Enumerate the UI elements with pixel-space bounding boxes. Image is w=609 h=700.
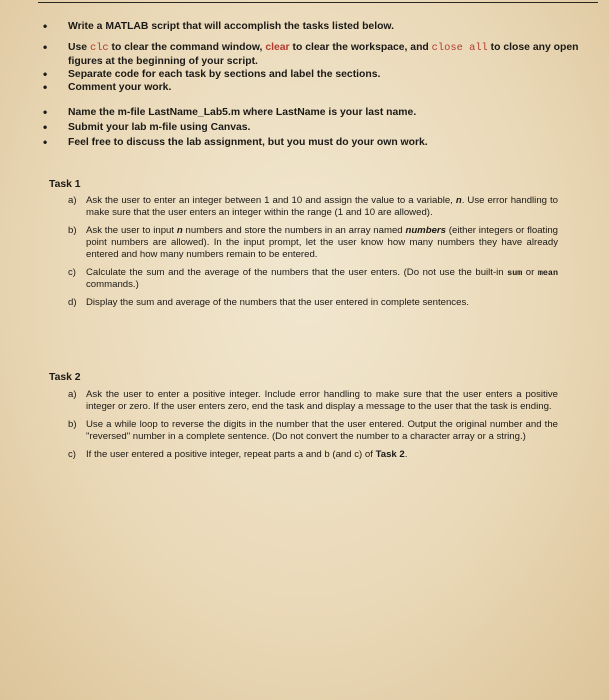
code-mean: mean [537, 268, 558, 278]
bullet-icon: • [43, 67, 48, 81]
instruction-item [40, 20, 590, 33]
bullet-icon: • [43, 19, 48, 33]
task1-items [68, 195, 558, 309]
bullet-icon: • [43, 80, 48, 94]
code-clear: clear [265, 42, 290, 53]
task1-title: Task 1 [49, 179, 81, 190]
instruction-item [40, 68, 590, 81]
task1-item-c: c) Calculate the sum and the average of the numbers that the user enters. (Do not use the built-in sum or mean commands.) [68, 267, 558, 290]
instruction-text: Separate code for each task by sections and label the sections. [68, 69, 381, 80]
task1-item-d: d) Display the sum and average of the numbers that the user entered in complete sentences. [68, 297, 469, 308]
bullet-icon: • [43, 40, 48, 54]
instruction-item [40, 106, 590, 119]
instructions-list [40, 20, 590, 149]
bullet-icon: • [43, 120, 48, 134]
instruction-item [40, 41, 590, 68]
task2-item-b: b) Use a while loop to reverse the digits in the number that the user entered. Output the original number and the "reversed" number in a complete sentence. (Do not convert the number to a character array or a string.) [68, 419, 558, 442]
instruction-text: Submit your lab m-file using Canvas. [68, 122, 251, 133]
task2-item-c: c) If the user entered a positive integer, repeat parts a and b (and c) of Task 2. [68, 449, 408, 460]
task2-items [68, 389, 558, 461]
task2-title: Task 2 [49, 372, 81, 383]
code-clc: clc [89, 42, 109, 54]
instruction-item [40, 136, 590, 149]
code-sum: sum [507, 268, 523, 278]
task2-item-a: a) Ask the user to enter a positive integer. Include error handling to make sure that the user enters a positive integer or zero. If the user enters zero, end the task and display a message to the user that the task is ending. [68, 389, 558, 412]
code-close-all: close all [431, 42, 488, 54]
instruction-text: Write a MATLAB script that will accomplish the tasks listed below. [68, 21, 395, 32]
instruction-text: Feel free to discuss the lab assignment, but you must do your own work. [68, 137, 428, 148]
task1-item-a: a) Ask the user to enter an integer between 1 and 10 and assign the value to a variable, n. Use error handling to make sure that the user enters an integer within the range (1 and 10 are allowed). [68, 195, 558, 218]
bullet-icon: • [43, 105, 48, 119]
instruction-item [40, 121, 590, 134]
instruction-text: Name the m-file LastName_Lab5.m where LastName is your last name. [68, 107, 417, 118]
instruction-text: Comment your work. [68, 82, 172, 93]
task1-item-b: b) Ask the user to input n numbers and store the numbers in an array named numbers (either integers or floating point numbers are allowed). In the input prompt, let the user know how many numbers they have already entered and how many numbers remain to be entered. [68, 225, 559, 260]
instruction-item [40, 81, 590, 94]
instruction-text: Use clc to clear the command window, clear to clear the workspace, and close all to close any open figures at the beginning of your script. [68, 42, 579, 67]
top-rule [38, 2, 598, 3]
bullet-icon: • [43, 135, 48, 149]
